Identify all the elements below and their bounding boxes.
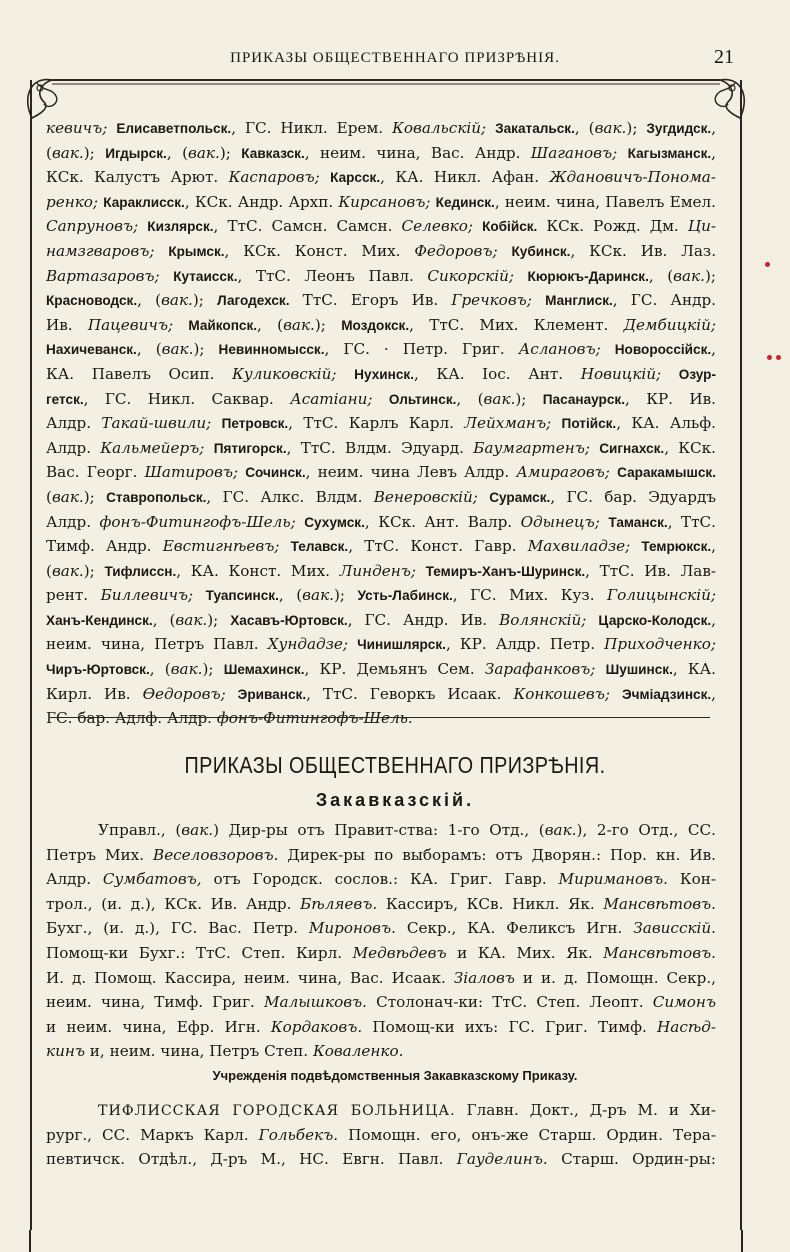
text-run: Бухг., (и. д.), ГС. Вас. Петр. [46, 919, 309, 938]
text-run: , КР. Ив. [624, 389, 716, 408]
person-surname: Гречковъ; [451, 291, 546, 310]
person-surname: Шатировъ; [144, 463, 246, 482]
section-subtitle: Закавказскій. [315, 790, 475, 810]
person-surname: Симонъ [652, 993, 716, 1012]
text-line [46, 941, 716, 966]
person-surname: Махвиладзе; [527, 537, 642, 556]
text-run: , ТтС. [667, 512, 716, 531]
person-surname: Баумгартенъ; [473, 438, 600, 457]
place-name: Темрюкск. [641, 539, 712, 555]
text-run: и неим. чина, Ефр. Игн. [46, 1017, 271, 1036]
person-surname: вак. [51, 143, 84, 162]
person-surname: Мироновъ. [308, 919, 396, 938]
text-line [46, 657, 716, 682]
text-run: , КСк. Андр. Архп. [184, 192, 339, 211]
text-run: ); [626, 119, 647, 137]
person-surname: фонъ-Фитингофъ-Шель. [216, 709, 413, 728]
text-line [46, 411, 716, 436]
text-line [46, 632, 716, 657]
person-surname: Куликовскій; [232, 364, 355, 383]
person-surname: Насѣд- [657, 1017, 716, 1036]
person-surname: Коваленко. [312, 1042, 404, 1061]
place-name: Хасавъ-Юртовск. [230, 612, 348, 628]
person-surname: Веселовзоровъ. [153, 845, 279, 864]
person-surname: намзгваровъ; [46, 241, 169, 260]
person-surname: Конкошевъ; [513, 684, 622, 703]
place-name: Крымск. [168, 243, 225, 259]
text-run: , [711, 610, 716, 629]
text-run: , ( [648, 266, 674, 285]
text-line [46, 990, 716, 1015]
person-surname: вак. [483, 389, 516, 408]
text-run: , КСк. Ив. Лаз. [570, 241, 716, 260]
text-run: , неим. чина Левъ Алдр. [305, 463, 517, 482]
place-name: Нухинск. [354, 366, 414, 382]
text-run: , ( [278, 586, 303, 605]
person-surname: Амираговъ; [516, 463, 618, 482]
person-surname: Завиcскій. [633, 919, 716, 938]
text-run: ); [83, 143, 106, 162]
text-line [46, 239, 716, 264]
text-run: , неим. чина, Павелъ Емел. [494, 192, 716, 211]
person-surname: вак. [302, 586, 334, 605]
ornamental-frame-bottom [22, 1228, 750, 1252]
text-line [46, 337, 716, 362]
text-run: , КСк. Ант. Валр. [364, 512, 521, 531]
place-name: Нахичеванск. [46, 342, 137, 358]
text-run: ГС. бар. Адлф. Алдр. [46, 709, 217, 728]
person-surname: Медвѣдевъ [352, 943, 447, 962]
text-run: И. д. Помощ. Кассира, неим. чина, Вас. Исаак. [46, 968, 454, 987]
place-name: Шемахинск. [223, 662, 305, 678]
text-line [46, 362, 716, 387]
place-name: Карсск. [330, 170, 381, 186]
text-run: ); [219, 143, 242, 162]
text-run: и КА. Мих. Як. [446, 943, 604, 962]
text-run [595, 660, 605, 678]
body-text [46, 116, 716, 731]
text-line [46, 387, 716, 412]
text-run: Помощ-ки ихъ: ГС. Григ. Тимф. [362, 1017, 658, 1036]
place-name: Закатальск. [495, 121, 575, 136]
place-name: Чинишлярск. [357, 637, 446, 653]
person-surname: вак. [594, 119, 627, 137]
person-surname: Хундадзе; [267, 635, 358, 654]
person-surname: вак. [188, 143, 220, 162]
section-divider [50, 717, 710, 718]
place-name: Ольтинск. [388, 391, 457, 407]
text-line [46, 1015, 716, 1040]
place-name: Сухумск. [304, 514, 365, 530]
text-run: Алдр. [46, 414, 102, 433]
person-surname: Зіаловъ [453, 968, 515, 987]
text-line [46, 190, 716, 215]
place-name: Чиръ-Юртовск. [46, 662, 150, 678]
text-run: Столонач-ки: ТтС. Степ. Леопт. [367, 993, 653, 1012]
text-line [46, 966, 716, 991]
text-run: , ТтС. Мих. Клемент. [409, 315, 624, 334]
person-surname: вак. [175, 610, 208, 629]
person-surname: вак. [283, 315, 315, 334]
text-run: Дирек-ры по выборамъ: отъ Дворян.: Пор. кн. Ив. [278, 845, 716, 864]
person-surname: Голицынскій; [607, 586, 716, 605]
text-line [46, 843, 716, 868]
person-surname: Кордаковъ. [270, 1017, 363, 1036]
place-name: Сочинск. [245, 465, 306, 481]
person-surname: Волянскій; [499, 610, 599, 629]
text-run: , ( [137, 291, 162, 310]
text-run: , ГС. бар. Эдуардъ [550, 487, 716, 506]
person-surname: Зарафанковъ; [484, 660, 596, 679]
running-title: ПРИКАЗЫ ОБЩЕСТВЕННАГО ПРИЗРѢНІЯ. [230, 50, 560, 66]
place-name: Озур- [678, 366, 716, 382]
text-run: ); [314, 315, 342, 334]
person-surname: Пацевичъ; [87, 315, 189, 334]
place-name: Эчміадзинск. [621, 686, 712, 702]
text-run: , ( [149, 660, 171, 679]
text-run: ); [515, 389, 543, 408]
text-run: Алдр. [46, 512, 100, 531]
text-run: Старш. Ордин-ры: [547, 1150, 716, 1169]
text-run: Помощн. его, онъ-же Старш. Ордин. Тера- [338, 1125, 716, 1144]
text-run: ( [46, 561, 52, 580]
text-run: , КА. Никл. Афан. [380, 168, 550, 187]
person-surname: вак. [51, 561, 84, 580]
text-run: , КА. Альф. [616, 414, 716, 433]
person-surname: Федоровъ; [414, 241, 512, 260]
text-run: КА. Павелъ Осип. [46, 364, 233, 383]
place-name: Потійск. [561, 416, 617, 432]
text-run: , ТтС. Геворкъ Исаак. [306, 684, 514, 703]
place-name: Кобійск. [482, 219, 538, 235]
place-name: Майкопск. [188, 317, 258, 333]
person-surname: вак. [544, 821, 577, 839]
text-line [46, 1147, 716, 1172]
place-name: Таманск. [608, 514, 668, 530]
place-name: Моздокск. [341, 317, 410, 333]
place-name: Саракамышск. [617, 465, 716, 481]
text-run: , ГС. · Петр. Григ. [324, 340, 519, 359]
place-name: Царско-Колодск. [598, 612, 712, 628]
text-run: и, неим. чина, Петръ Степ. [84, 1042, 313, 1061]
place-name: Пасанаурск. [542, 391, 625, 407]
person-surname: вак. [673, 266, 705, 285]
person-surname: кевичъ; [46, 119, 117, 137]
red-mark [767, 355, 772, 360]
page-number: 21 [714, 46, 734, 68]
text-line [46, 1098, 716, 1123]
person-surname: Линденъ; [339, 561, 426, 580]
place-name: Телавск. [290, 539, 349, 555]
person-surname: вак. [51, 487, 84, 506]
person-surname: Вартазаровъ; [46, 266, 174, 285]
person-surname: ренко; [46, 192, 104, 211]
text-run: неим. чина, Тимф. Григ. [46, 993, 264, 1012]
place-name: Сурамск. [489, 489, 551, 505]
text-run: , ГС. Никл. Саквар. [83, 389, 291, 408]
person-surname: Гауделинъ. [456, 1150, 548, 1169]
text-line [46, 534, 716, 559]
person-surname: Ѳедоровъ; [142, 684, 238, 703]
place-name: Кединск. [435, 194, 495, 210]
person-surname: вак. [161, 291, 193, 310]
red-mark [765, 262, 770, 267]
place-name: Красноводск. [46, 293, 138, 309]
place-name: Кагызманск. [627, 145, 712, 161]
text-run: , ТтС. Леонъ Павл. [237, 266, 428, 285]
text-run: ); [333, 586, 358, 605]
place-name: Ханъ-Кендинск. [46, 612, 153, 628]
text-run: Петръ Мих. [46, 845, 154, 864]
text-line [46, 559, 716, 584]
text-run: трол., (и. д.), КСк. Ив. Андр. [46, 894, 301, 913]
text-run: , КА. Конст. Мих. [176, 561, 340, 580]
text-run: , неим. чина, Вас. Андр. [304, 143, 531, 162]
text-run: , ГС. Алкс. Влдм. [206, 487, 374, 506]
text-line [46, 116, 716, 141]
text-run: , ГС. Мих. Куз. [452, 586, 608, 605]
text-run: Помощ-ки Бухг.: ТтС. Степ. Кирл. [46, 943, 353, 962]
text-line [46, 510, 716, 535]
person-surname: Лейхманъ; [464, 414, 562, 433]
text-run: ( [46, 143, 52, 162]
person-surname: Гольбекъ. [258, 1125, 339, 1144]
place-name: Темиръ-Ханъ-Шуринск. [425, 563, 586, 579]
place-name: Ставропольск. [106, 489, 207, 505]
text-run: , ТтС. Влдм. Эдуард. [286, 438, 474, 457]
person-surname: Сапруновъ; [46, 217, 148, 236]
place-name: Игдырск. [105, 145, 167, 161]
text-run: ( [46, 487, 52, 506]
person-surname: Селевко; [401, 217, 483, 236]
text-run: , [711, 340, 716, 359]
text-run: , КСк. Конст. Мих. [224, 241, 415, 260]
text-run: , [711, 119, 716, 137]
person-surname: Аслановъ; [518, 340, 615, 359]
text-run: , КСк. [664, 438, 716, 457]
text-run: Главн. Докт., Д-ръ М. и Хи- [455, 1101, 716, 1119]
text-line [46, 583, 716, 608]
person-surname: Биллевичъ; [100, 586, 206, 605]
person-surname: Мансвѣтовъ. [603, 943, 716, 962]
person-surname: Одынецъ; [520, 512, 609, 531]
text-line [46, 1039, 716, 1064]
place-name: Кутаисск. [173, 268, 238, 284]
person-surname: Бѣляевъ. [300, 894, 378, 913]
person-surname: Миримановъ. [558, 870, 668, 889]
text-run: , [711, 537, 716, 556]
person-surname: Дембицкій; [623, 315, 716, 334]
text-run: ), 2-го Отд., СС. [576, 821, 716, 839]
place-name: Эриванск. [237, 686, 307, 702]
text-run: ТИФЛИССКАЯ ГОРОДСКАЯ БОЛЬНИЦА. [98, 1103, 456, 1119]
text-run: Секр., КА. Феликсъ Игн. [395, 919, 634, 938]
person-surname: Асатіани; [290, 389, 389, 408]
text-run: ) Дир-ры отъ Правит-ства: 1-го Отд., ( [213, 821, 545, 839]
text-run: , ТтС. Конст. Гавр. [348, 537, 528, 556]
text-run: Вас. Георг. [46, 463, 145, 482]
person-surname: Ждановичъ-Пономa- [549, 168, 716, 187]
place-name: гетск. [46, 391, 84, 407]
place-name: Шушинск. [605, 662, 673, 678]
place-name: Тифлиссн. [104, 563, 177, 579]
place-name: Караклисск. [103, 194, 185, 210]
hospital-text [46, 1098, 716, 1172]
text-run: рург., СС. Маркъ Карл. [46, 1125, 259, 1144]
place-name: Кизлярск. [147, 219, 214, 235]
text-run: , КР. Демьянъ Сем. [304, 660, 485, 679]
person-surname: Сумбатовъ, [102, 870, 202, 889]
place-name: Зугдидск. [646, 121, 712, 136]
text-run: , [711, 684, 716, 703]
place-name: Кюрюкъ-Даринск. [527, 268, 649, 284]
text-line [46, 916, 716, 941]
text-line [46, 682, 716, 707]
text-line [46, 313, 716, 338]
text-run: , ( [257, 315, 284, 334]
text-line [46, 867, 716, 892]
text-line [46, 892, 716, 917]
person-surname: Кирсановъ; [338, 192, 436, 211]
text-run: и и. д. Помощн. Секр., [514, 968, 716, 987]
text-run: , КА. Іос. Ант. [413, 364, 581, 383]
person-surname: Ци- [687, 217, 716, 236]
text-run: Алдр. [46, 438, 101, 457]
place-name: Кавказск. [241, 145, 305, 161]
section-text [46, 818, 716, 1064]
text-run: , ( [574, 119, 595, 137]
text-run: рент. [46, 586, 101, 605]
text-run: отъ Городск. сослов.: КА. Григ. Гавр. [201, 870, 559, 889]
text-run: Управл., ( [98, 821, 182, 839]
person-surname: Евстигнѣевъ; [162, 537, 291, 556]
place-name: Невинномысск. [218, 342, 325, 358]
person-surname: Такай-швили; [101, 414, 222, 433]
text-run: , КР. Алдр. Петр. [445, 635, 605, 654]
text-run: ); [202, 660, 224, 679]
text-run: Алдр. [46, 870, 103, 889]
text-run: , ТтС. Карлъ Карл. [288, 414, 465, 433]
text-line [46, 706, 716, 731]
red-mark [776, 355, 781, 360]
text-run: , [711, 143, 716, 162]
text-run: певтичск. Отдѣл., Д-ръ М., НС. Евгн. Павл. [46, 1150, 457, 1169]
person-surname: вак. [181, 821, 214, 839]
institutions-subhead: Учрежденія подвѣдомственныя Закавказскому Приказу. [212, 1068, 578, 1083]
text-run: ); [83, 487, 107, 506]
person-surname: вак. [161, 340, 194, 359]
text-run: неим. чина, Петръ Павл. [46, 635, 268, 654]
text-run: , ГС. Андр. [612, 291, 716, 310]
text-run: ); [192, 291, 218, 310]
text-line [46, 608, 716, 633]
text-run: , ( [136, 340, 162, 359]
text-run: , ( [166, 143, 189, 162]
place-name: Елисаветпольск. [116, 121, 232, 136]
section-title: ПРИКАЗЫ ОБЩЕСТВЕННАГО ПРИЗРѢНІЯ. [184, 752, 606, 778]
place-name: Пятигорск. [213, 440, 287, 456]
text-run: , ТтС. Ив. Лав- [585, 561, 716, 580]
place-name: Туапсинск. [205, 588, 279, 604]
text-run: , ГС. Андр. Ив. [347, 610, 500, 629]
text-line [46, 288, 716, 313]
place-name: Лагодехск. [217, 293, 290, 309]
text-line [46, 436, 716, 461]
place-name: Новороссійск. [614, 342, 712, 358]
text-line [46, 214, 716, 239]
text-run: Кассиръ, КСв. Никл. Як. [377, 894, 604, 913]
text-run: , ГС. Никл. Ерем. [231, 119, 393, 137]
person-surname: Малышковъ. [263, 993, 368, 1012]
person-surname: Мансвѣтовъ. [603, 894, 716, 913]
person-surname: Новицкій; [580, 364, 679, 383]
place-name: Манглиск. [545, 293, 613, 309]
text-run: ); [207, 610, 231, 629]
text-run: ); [193, 340, 219, 359]
text-run: , ( [456, 389, 484, 408]
text-line [46, 818, 716, 843]
place-name: Кубинск. [511, 243, 571, 259]
person-surname: кинъ [46, 1042, 85, 1061]
text-line [46, 264, 716, 289]
text-run: Ив. [46, 315, 88, 334]
person-surname: Сикорскій; [427, 266, 528, 285]
text-line [46, 460, 716, 485]
place-name: Сигнахск. [599, 440, 665, 456]
text-run: КСк. Калустъ Арют. [46, 168, 229, 187]
person-surname: Ковальскій; [392, 119, 496, 137]
text-line [46, 1123, 716, 1148]
person-surname: Венеровскій; [373, 487, 490, 506]
text-run: , КА. [672, 660, 716, 679]
text-line [46, 165, 716, 190]
person-surname: Шагановъ; [530, 143, 628, 162]
text-run: КСк. Рожд. Дм. [537, 217, 688, 236]
place-name: Усть-Лабинск. [357, 588, 453, 604]
text-run: ТтС. Егоръ Ив. [289, 291, 452, 310]
text-run: , ( [152, 610, 176, 629]
text-run: Тимф. Андр. [46, 537, 163, 556]
person-surname: фонъ-Фитингофъ-Шель; [99, 512, 305, 531]
place-name: Петровск. [221, 416, 289, 432]
text-run: Кон- [667, 870, 716, 889]
text-run: ); [83, 561, 105, 580]
person-surname: Каспаровъ; [228, 168, 331, 187]
person-surname: Кальмейеръ; [100, 438, 214, 457]
text-run: Кирл. Ив. [46, 684, 143, 703]
person-surname: Приходченко; [604, 635, 716, 654]
text-line [46, 141, 716, 166]
text-run: , ТтС. Самсн. Самсн. [213, 217, 402, 236]
text-line [46, 485, 716, 510]
text-run: ); [704, 266, 716, 285]
person-surname: вак. [170, 660, 203, 679]
